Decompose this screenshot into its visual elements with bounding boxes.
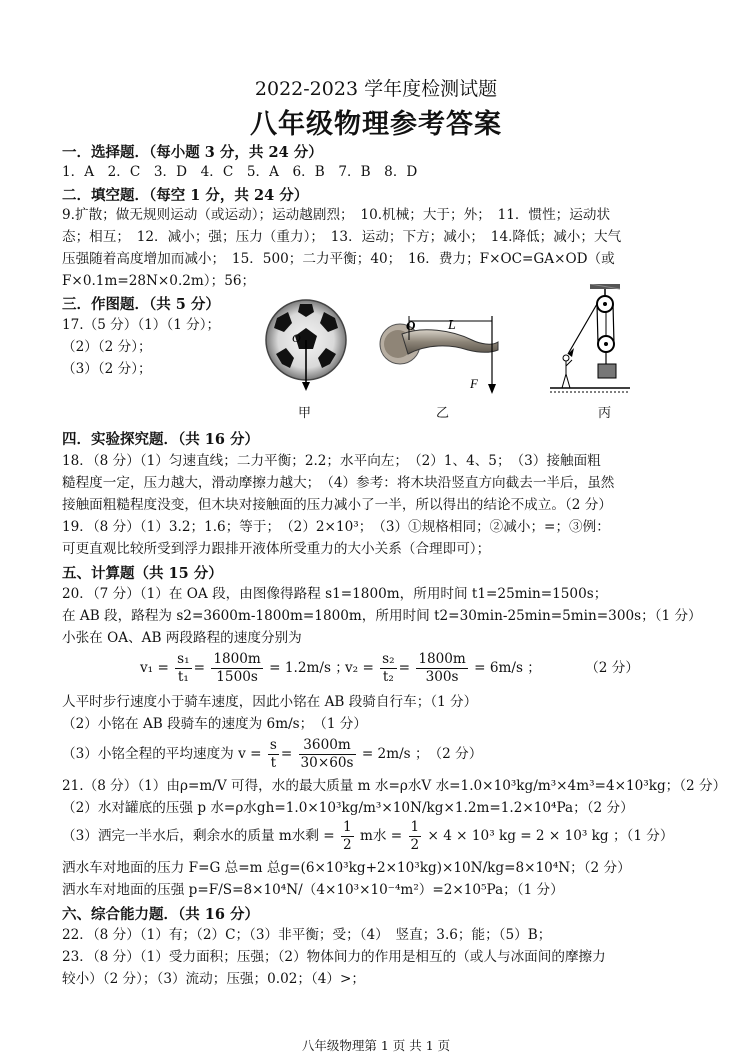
experiment-line-5: 可更直观比较所受到浮力跟排开液体所受重力的大小关系（合理即可）； xyxy=(62,541,491,557)
eq1-fraction-numeric: $\frac{1800m}{1500s}$ xyxy=(213,651,261,685)
velocity-equation-2: v₂ = $\frac{\text{s₂}}{\text{t₂}}$ = $\frac{1800m}{300s}$ = 6m/s ； （2 分） xyxy=(345,651,639,685)
experiment-line-1: 18．（8 分）（1）匀速直线；二力平衡；2.2；水平向左； （2）1、4、5； （3）接触面粗 xyxy=(62,453,601,469)
fill-line-1: 9.扩散；做无规则运动（或运动）；运动越剧烈； 10.机械；大于；外； 11．惯性；运动状 xyxy=(62,207,611,223)
eq1-fraction-symbolic: $\frac{\text{s₁}}{\text{t₁}}$ xyxy=(177,651,190,685)
drawing-line-2: （2）（2 分）； xyxy=(62,339,152,355)
fill-line-3: 压强随着高度增加而减小； 15．500；二力平衡；40； 16．费力；F×OC=GA×OD（或 xyxy=(62,251,615,267)
figure-caption-jia: 甲 xyxy=(298,406,312,421)
ball-center-label: O xyxy=(292,331,301,345)
avg-speed-fraction-symbolic: $\frac{s}{t}$ xyxy=(269,737,277,771)
fill-line-4: F×0.1m=28N×0.2m）；56； xyxy=(62,273,256,289)
calc-line-3: 小张在 OA、AB 两段路程的速度分别为 xyxy=(62,630,302,646)
figure-soccer-ball xyxy=(262,298,354,398)
calc-line-10: 洒水车对地面的压力 F=G 总=m 总g=(6×10³kg+2×10³kg)×10N/kg=8×10⁴N；（2 分） xyxy=(62,860,631,876)
remaining-mass-mid: m水 = xyxy=(359,828,403,844)
figure-caption-bing: 丙 xyxy=(598,406,612,421)
page-footer: 八年级物理第 1 页 共 1 页 xyxy=(301,1038,451,1053)
pivot-label: O xyxy=(406,318,416,333)
half-fraction-1: $\frac{1}{2}$ xyxy=(343,819,352,853)
velocity-equation-1: v₁ = $\frac{\text{s₁}}{\text{t₁}}$ = $\frac{1800m}{1500s}$ = 1.2m/s ； xyxy=(140,651,349,685)
remaining-mass-prefix: （3）洒完一半水后，剩余水的质量 m水剩 = xyxy=(62,828,335,844)
eq2-lhs: v₂ = xyxy=(345,660,374,676)
section-heading-drawing: 三．作图题．（共 5 分） xyxy=(62,296,220,313)
arm-length-label: L xyxy=(448,318,456,333)
calc-line-5: （2）小铭在 AB 段骑车的速度为 6m/s； （1 分） xyxy=(62,716,367,732)
section-heading-fill: 二．填空题．（每空 1 分，共 24 分） xyxy=(62,187,309,204)
half-fraction-2: $\frac{1}{2}$ xyxy=(410,819,420,853)
eq2-fraction-numeric: $\frac{1800m}{300s}$ xyxy=(418,651,466,685)
calc-line-2: 在 AB 段，路程为 s2=3600m-1800m=1800m，所用时间 t2=30min-25min=5min=300s；（1 分） xyxy=(62,608,702,624)
eq2-result: = 6m/s ； xyxy=(474,660,541,676)
avg-speed-fraction-numeric: $\frac{3600m}{30\times 60s}$ xyxy=(300,737,354,771)
experiment-line-3: 接触面粗糙程度没变，但木块对接触面的压力减小了一半，所以得出的结论不成立。（2 分） xyxy=(62,497,612,513)
experiment-line-4: 19．（8 分）（1）3.2；1.6；等于； （2）2×10³； （3）①规格相同；②减小；=；③例： xyxy=(62,519,610,535)
calc-line-4: 人平时步行速度小于骑车速度，因此小铭在 AB 段骑自行车；（1 分） xyxy=(62,694,478,710)
eq-score: （2 分） xyxy=(585,660,639,676)
experiment-line-2: 糙程度一定，压力越大，滑动摩擦力越大； （4）参考：将木块沿竖直方向截去一半后，虽然 xyxy=(62,475,615,491)
eq1-result: = 1.2m/s ； xyxy=(269,660,349,676)
drawing-line-3: （3）（2 分）； xyxy=(62,361,152,377)
comprehensive-line-2: 23．（8 分）（1）受力面积；压强；（2）物体间力的作用是相互的（或人与冰面间的摩擦力 xyxy=(62,949,606,965)
remaining-mass-result: × 4 × 10³ kg = 2 × 10³ kg ；（1 分） xyxy=(427,828,674,844)
calc-line-7: 21.（8 分）（1）由ρ=m/V 可得，水的最大质量 m 水=ρ水V 水=1.0×10³kg/m³×4m³=4×10³kg；（2 分） xyxy=(62,778,727,794)
avg-speed-prefix: （3）小铭全程的平均速度为 v = xyxy=(62,746,262,762)
eq1-lhs: v₁ = xyxy=(140,660,169,676)
section-heading-experiment: 四．实验探究题．（共 16 分） xyxy=(62,431,260,448)
comprehensive-line-3: 较小）（2 分）；（3）流动；压强；0.02；（4）>； xyxy=(62,971,366,987)
drawing-line-1: 17.（5 分）（1）（1 分）； xyxy=(62,317,221,333)
avg-speed-result: = 2m/s ； （2 分） xyxy=(361,746,483,762)
calc-line-9 xyxy=(62,818,674,854)
eq2-fraction-symbolic: $\frac{\text{s₂}}{\text{t₂}}$ xyxy=(382,651,395,685)
fill-line-2: 态；相互； 12．减小；强；压力（重力）； 13．运动；下方；减小； 14.降低；减小；大气 xyxy=(62,229,622,245)
force-label: F xyxy=(470,376,478,391)
figure-pulley-system xyxy=(546,284,632,396)
choice-answers: 1．A 2．C 3．D 4．C 5．A 6．B 7．B 8．D xyxy=(62,164,418,180)
document-subtitle: 八年级物理参考答案 xyxy=(250,109,502,140)
section-heading-choice: 一．选择题．（每小题 3 分，共 24 分） xyxy=(62,144,323,161)
document-title: 2022-2023 学年度检测试题 xyxy=(254,78,498,100)
calc-line-1: 20．（7 分）（1）在 OA 段，由图像得路程 s1=1800m，所用时间 t1=25min=1500s； xyxy=(62,586,608,602)
figure-lever-handle xyxy=(372,310,512,402)
calc-line-11: 洒水车对地面的压强 p=F/S=8×10⁴N/（4×10³×10⁻⁴m²）=2×10⁵Pa；（1 分） xyxy=(62,882,564,898)
section-heading-comprehensive: 六、综合能力题．（共 16 分） xyxy=(62,906,260,923)
section-heading-calculation: 五、计算题（共 15 分） xyxy=(62,565,223,582)
calc-line-8: （2）水对罐底的压强 p 水=ρ水gh=1.0×10³kg/m³×10N/kg×1.2m=1.2×10⁴Pa；（2 分） xyxy=(62,800,634,816)
figure-caption-yi: 乙 xyxy=(436,406,450,421)
comprehensive-line-1: 22．（8 分）（1）有；（2）C；（3）非平衡；受；（4） 竖直；3.6；能；（5）B； xyxy=(62,927,552,943)
calc-line-6: （3）小铭全程的平均速度为 v = $\frac{s}{t}$ = $\frac{3600m}{30\times 60s}$ = 2m/s ； （2 分） xyxy=(62,737,483,771)
